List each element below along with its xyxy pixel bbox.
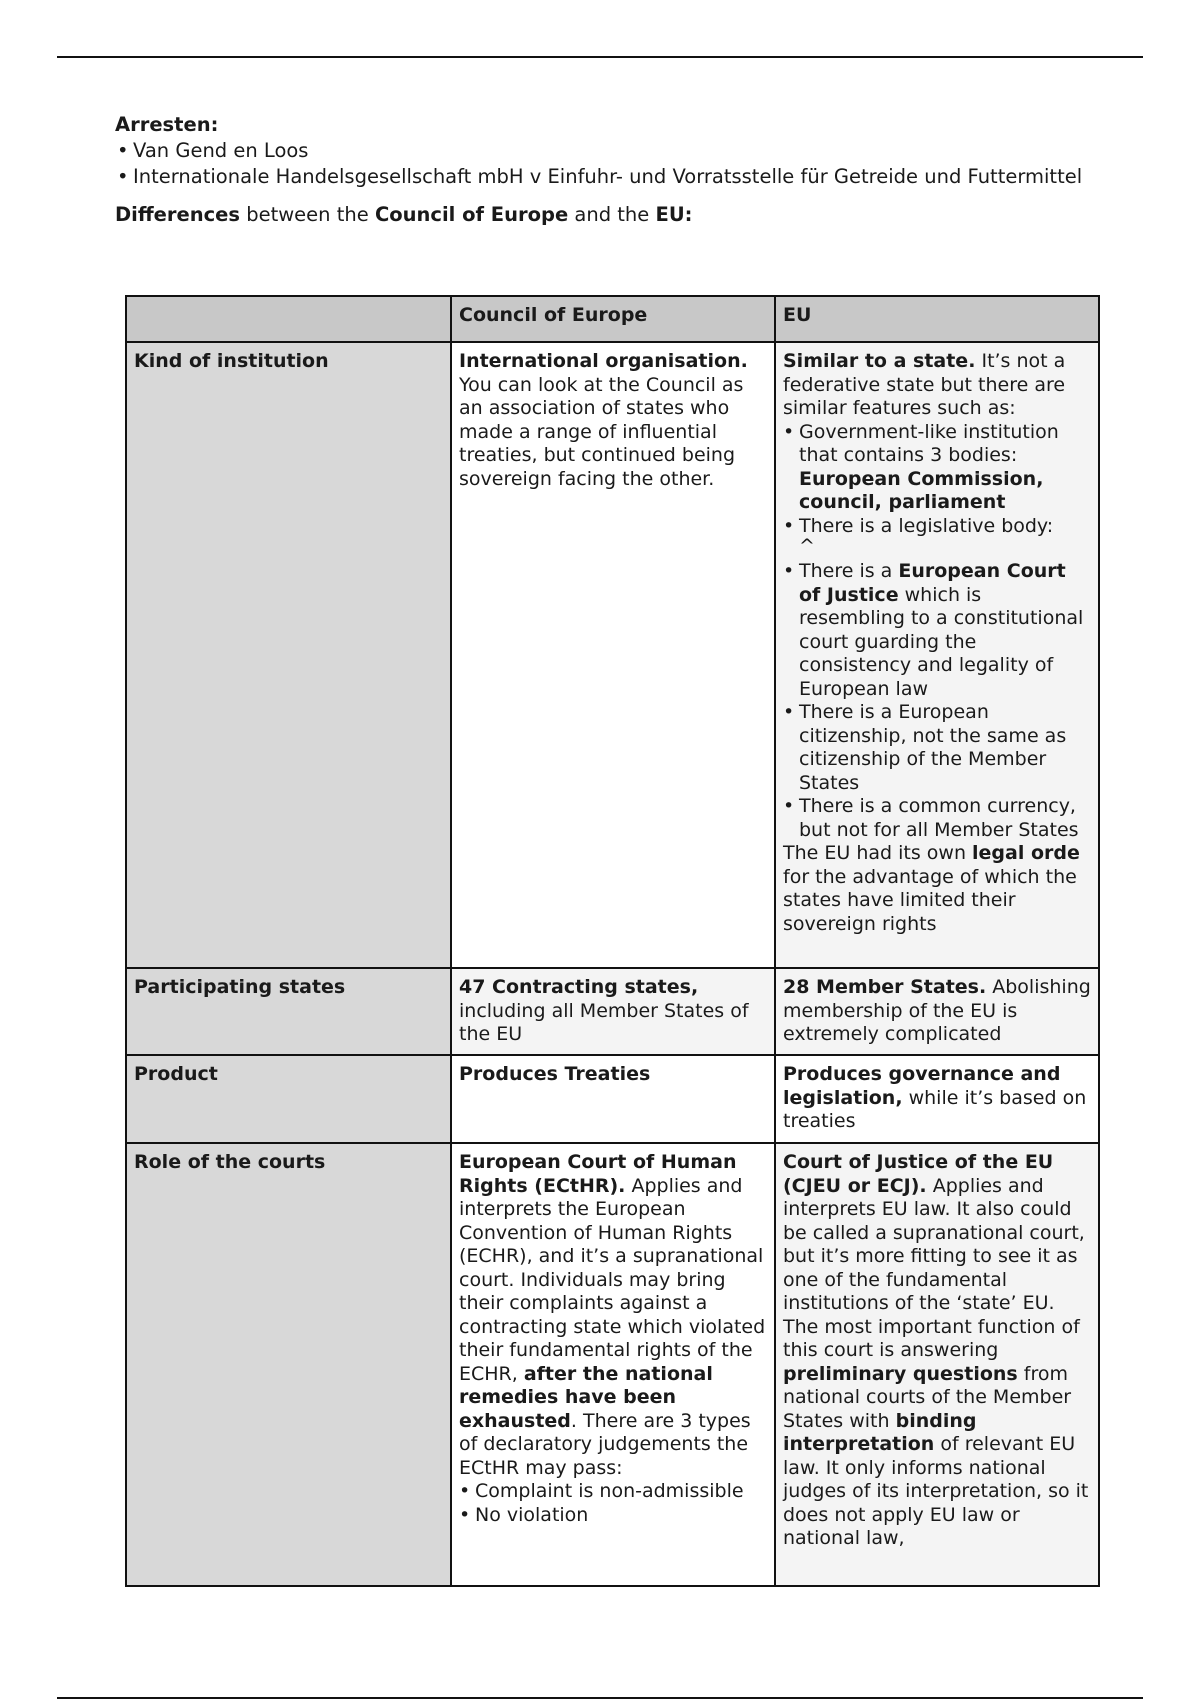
list-item: • No violation [459,1504,767,1528]
table-row-participating-states [126,968,1099,1055]
header-council-of-europe: Council of Europe [451,296,775,342]
cases-title: Arresten: [115,113,219,136]
row-label: Kind of institution [126,342,451,968]
header-empty [126,296,451,342]
list-item: • There is a legislative body: ^ [783,515,1091,561]
bottom-rule [57,1697,1143,1699]
list-item: • There is a common currency, but not for all Member States [783,795,1091,842]
cell-eu-courts: Court of Justice of the EU (CJEU or ECJ). Applies and interprets EU law. It also could be called a supranational court, but it’s more fitting to see it as one of the fundamental institutions of the ‘state’ EU. The most important function of this court is answering preliminary questions from national courts of the Member States with binding interpretation of relevant EU law. It only informs national judges of its interpretation, so it does not apply EU law or national law, [775,1143,1099,1586]
cases-list [115,138,1115,190]
differences-heading: Differences between the Council of Europe and the EU: [115,203,693,226]
list-item: • There is a European citizenship, not the same as citizenship of the Member States [783,701,1091,795]
table-row-product [126,1055,1099,1143]
table-row-role-of-courts [126,1143,1099,1586]
table-row-kind-of-institution [126,342,1099,968]
cell-coe-courts: European Court of Human Rights (ECtHR). Applies and interprets the European Convention of Human Rights (ECHR), and it’s a supranational court. Individuals may bring their complaints against a contracting state which violated their fundamental rights of the ECHR, after the national remedies have been exhausted. There are 3 types of declaratory judgements the ECtHR may pass: • Complaint is non-admissible • No violation [451,1143,775,1586]
list-item: • There is a European Court of Justice which is resembling to a constitutional court guarding the consistency and legality of European law [783,560,1091,701]
judgement-types-list [459,1480,767,1527]
page-content [115,112,1115,228]
row-label: Participating states [126,968,451,1055]
eu-features-list [783,421,1091,843]
row-label: Product [126,1055,451,1143]
case-item: • Internationale Handelsgesellschaft mbH v Einfuhr- und Vorratsstelle für Getreide und Futtermittel [115,164,1115,190]
cell-coe-participating: 47 Contracting states, including all Member States of the EU [451,968,775,1055]
list-item: • Complaint is non-admissible [459,1480,767,1504]
cell-eu-participating: 28 Member States. Abolishing membership of the EU is extremely complicated [775,968,1099,1055]
case-item: • Van Gend en Loos [115,138,1115,164]
header-eu: EU [775,296,1099,342]
list-item: • Government-like institution that contains 3 bodies: European Commission, council, parliament [783,421,1091,515]
cell-coe-kind: International organisation. You can look at the Council as an association of states who made a range of influential treaties, but continued being sovereign facing the other. [451,342,775,968]
cell-eu-product: Produces governance and legislation, while it’s based on treaties [775,1055,1099,1143]
comparison-table [125,295,1100,1587]
row-label: Role of the courts [126,1143,451,1586]
cell-coe-product: Produces Treaties [451,1055,775,1143]
top-rule [57,56,1143,58]
cell-eu-kind: Similar to a state. It’s not a federative state but there are similar features such as: • Government-like institution that contains 3 bodies: European Commission, council, parliament • There is a legislative body: ^ • There is a European Court of Justice which is resembling to a constitutional court guarding the consistency and legality of European law • There is a European citizenship, not the same as citizenship of the Member States • There is a common currency, but not for all Member States The EU had its own legal orde for the advantage of which the states have limited their sovereign rights [775,342,1099,968]
table-header-row [126,296,1099,342]
